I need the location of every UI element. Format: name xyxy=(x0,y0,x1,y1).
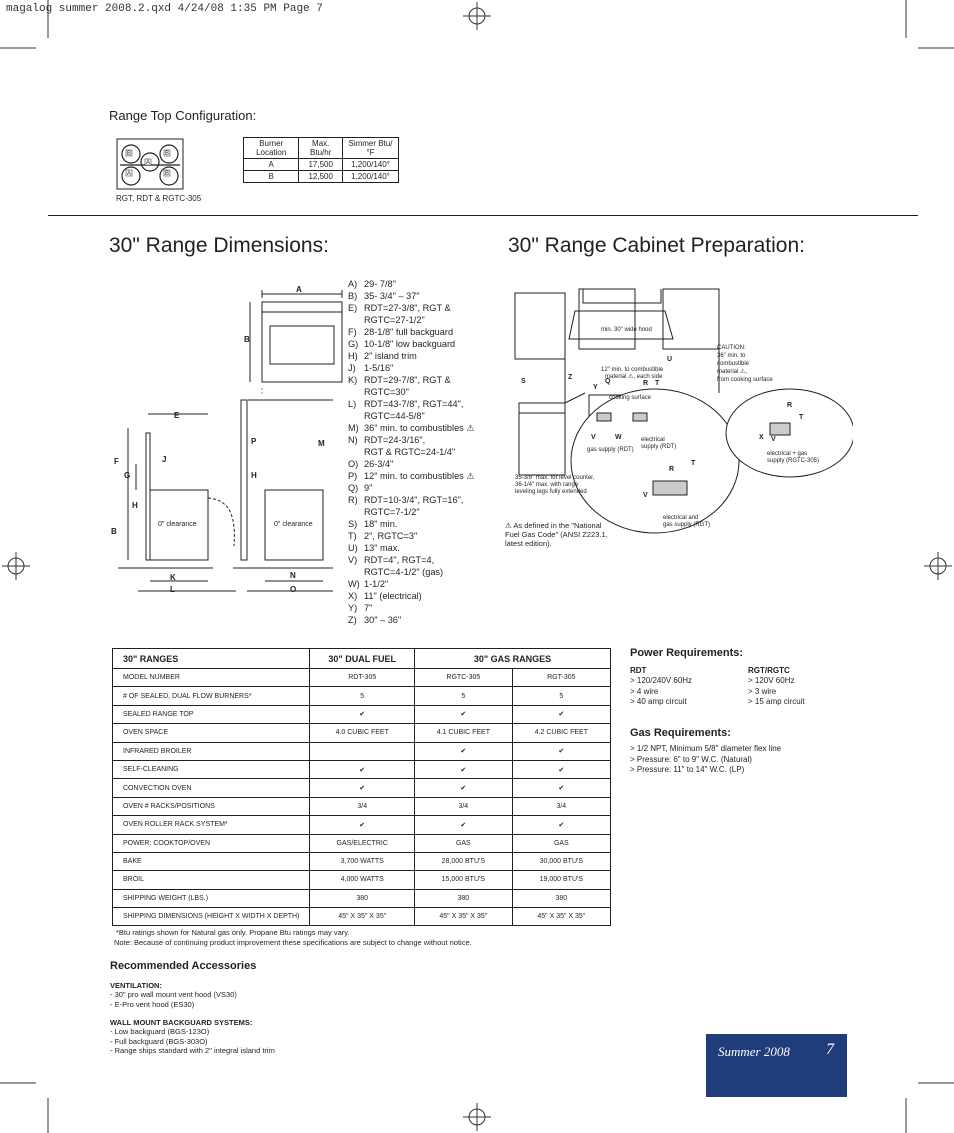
table-row xyxy=(113,724,611,742)
dimension-value: RGTC=4-1/2" (gas) xyxy=(364,567,444,577)
power-rgt-list xyxy=(748,676,805,708)
dimension-value: 29- 7/8" xyxy=(364,279,396,289)
spec-feature: BAKE xyxy=(113,852,310,870)
svg-text:T: T xyxy=(799,414,804,421)
dimension-key xyxy=(348,314,364,326)
svg-text:V: V xyxy=(591,434,596,441)
label-caution-5: from cooking surface xyxy=(717,377,773,383)
dimension-key: O) xyxy=(348,459,359,469)
svg-text:A: A xyxy=(127,171,132,177)
dim-label-e: E xyxy=(174,411,180,420)
table-row xyxy=(113,669,611,687)
table-row xyxy=(113,834,611,852)
spec-value: RGT-305 xyxy=(512,669,610,687)
accessory-item: - Low backguard (BGS-123O) xyxy=(110,1027,210,1036)
cabinet-title: 30" Range Cabinet Preparation: xyxy=(508,234,805,257)
power-item: > 120V 60Hz xyxy=(748,676,795,685)
svg-text:Q: Q xyxy=(605,378,611,385)
spec-feature: MODEL NUMBER xyxy=(113,669,310,687)
dimension-key: Z) xyxy=(348,615,357,625)
spec-value: 19,000 BTU'S xyxy=(512,871,610,889)
dim-label-h: H xyxy=(132,501,138,510)
table-row xyxy=(113,687,611,705)
spec-value: 4,000 WATTS xyxy=(310,871,415,889)
dimension-key: G) xyxy=(348,339,359,349)
table-row xyxy=(113,705,611,723)
spec-value: GAS/ELECTRIC xyxy=(310,834,415,852)
burner-header-max: Max. Btu/hr xyxy=(299,138,343,159)
table-row xyxy=(113,760,611,778)
label-elec-gas-rgt: electrical and xyxy=(663,515,699,521)
gas-title: Gas Requirements: xyxy=(630,727,731,739)
spec-value: 30,000 BTU'S xyxy=(512,852,610,870)
svg-text:U: U xyxy=(667,356,673,363)
dimension-item xyxy=(348,530,498,542)
dimension-item xyxy=(348,494,498,506)
label-level-2: 36-1/4" max. with range xyxy=(515,482,579,488)
spec-feature: SELF-CLEANING xyxy=(113,760,310,778)
dimension-value: 30" – 36" xyxy=(364,615,402,625)
dimension-key: L) xyxy=(348,399,357,409)
dimension-value: 1-1/2" xyxy=(364,579,389,589)
accessories-title: Recommended Accessories xyxy=(110,960,257,972)
power-item: > 120/240V 60Hz xyxy=(630,676,693,685)
dimension-key: B) xyxy=(348,291,358,301)
gas-item: > Pressure: 11" to 14" W.C. (LP) xyxy=(630,765,745,775)
spec-value: ✔ xyxy=(310,816,415,834)
dimension-key xyxy=(348,386,364,398)
table-row xyxy=(113,742,611,760)
svg-text:T: T xyxy=(691,460,696,467)
spec-value: 15,000 BTU'S xyxy=(415,871,513,889)
dimension-value: RDT=4", RGT=4, xyxy=(364,555,435,565)
power-title: Power Requirements: xyxy=(630,647,744,659)
spec-value: 4.0 CUBIC FEET xyxy=(310,724,415,742)
svg-text:B: B xyxy=(127,151,132,157)
spec-value: ✔ xyxy=(512,705,610,723)
spec-feature: SHIPPING DIMENSIONS (HEIGHT X WIDTH X DEPTH) xyxy=(113,908,310,926)
dimension-list xyxy=(348,278,498,626)
spec-value: GAS xyxy=(415,834,513,852)
label-level: 35-3/8" max. for level counter, xyxy=(515,475,595,481)
dimension-key: V) xyxy=(348,555,358,565)
spec-value: 5 xyxy=(415,687,513,705)
dimension-item xyxy=(348,482,498,494)
dim-label-a: A xyxy=(296,285,302,294)
gas-item: > 1/2 NPT, Minimum 5/8" diameter flex line xyxy=(630,744,782,753)
spec-header-dual-fuel: 30" DUAL FUEL xyxy=(310,649,415,669)
dimension-key: H) xyxy=(348,351,358,361)
dimension-value: RGTC=44-5/8" xyxy=(364,411,425,421)
dimension-key: E) xyxy=(348,303,358,313)
svg-text:B: B xyxy=(165,171,170,177)
spec-value: 3/4 xyxy=(415,797,513,815)
svg-text:Y: Y xyxy=(593,384,598,391)
label-caution: CAUTION: xyxy=(717,345,746,351)
dimension-item xyxy=(348,602,498,614)
power-item: > 4 wire xyxy=(630,686,659,696)
footnote-btu: *Btu ratings shown for Natural gas only. Propane Btu ratings may vary. xyxy=(116,928,350,937)
spec-value: ✔ xyxy=(512,816,610,834)
spec-value: 28,000 BTU'S xyxy=(415,852,513,870)
spec-value xyxy=(310,742,415,760)
gas-item: > Pressure: 6" to 9" W.C. (Natural) xyxy=(630,754,752,764)
spec-value: 45" X 35" X 35" xyxy=(310,908,415,926)
table-row xyxy=(113,852,611,870)
burner-cell: A xyxy=(244,159,299,171)
range-dimensions-diagram xyxy=(108,278,348,598)
spec-value: RGTC-305 xyxy=(415,669,513,687)
dimension-key: U) xyxy=(348,543,358,553)
page-footer xyxy=(706,1034,847,1097)
spec-feature: INFRARED BROILER xyxy=(113,742,310,760)
dimension-value: RGTC=30" xyxy=(364,387,409,397)
dimension-value: 13" max. xyxy=(364,543,400,553)
dimension-key: X) xyxy=(348,591,358,601)
svg-text:R: R xyxy=(643,380,649,387)
dimension-item xyxy=(348,278,498,290)
table-row xyxy=(113,816,611,834)
dimension-item xyxy=(348,386,498,398)
dimension-value: 2" island trim xyxy=(364,351,417,361)
dimension-item xyxy=(348,434,498,446)
dimension-value: 10-1/8" low backguard xyxy=(364,339,456,349)
dimension-key: T) xyxy=(348,531,357,541)
svg-text:W: W xyxy=(615,434,622,441)
table-row xyxy=(113,908,611,926)
dim-label-j: J xyxy=(162,455,167,464)
spec-value: GAS xyxy=(512,834,610,852)
label-twelve: 12" min. to combustible xyxy=(601,367,664,373)
spec-table xyxy=(112,648,611,926)
label-caution-4: material ⚠, xyxy=(717,369,748,375)
accessory-item: - Range ships standard with 2" integral island trim xyxy=(110,1046,275,1055)
dimension-item xyxy=(348,554,498,566)
backguard-list xyxy=(110,1027,275,1056)
spec-value: 3,700 WATTS xyxy=(310,852,415,870)
spec-value: ✔ xyxy=(415,742,513,760)
dimension-item xyxy=(348,578,498,590)
label-elec-rdt: electrical xyxy=(641,437,665,443)
spec-value: 45" X 35" X 35" xyxy=(512,908,610,926)
label-elec-gas-rgtc: electrical + gas xyxy=(767,451,808,457)
dimension-item xyxy=(348,338,498,350)
clearance-label-2: 0" clearance xyxy=(274,521,313,528)
dim-label-p: P xyxy=(251,437,257,446)
spec-value: ✔ xyxy=(415,779,513,797)
table-row xyxy=(113,797,611,815)
dimension-item xyxy=(348,374,498,386)
dimension-key: A) xyxy=(348,279,358,289)
accessory-item: - Full backguard (BGS-303O) xyxy=(110,1036,208,1046)
dimension-value: RDT=10-3/4", RGT=16", xyxy=(364,495,464,505)
dimension-key: R) xyxy=(348,495,358,505)
backguard-title: WALL MOUNT BACKGUARD SYSTEMS: xyxy=(110,1018,253,1027)
burner-header-simmer: Simmer Btu/°F xyxy=(343,138,399,159)
dimension-value: 2", RGTC=3" xyxy=(364,531,418,541)
dimension-key: J) xyxy=(348,363,356,373)
dimension-item xyxy=(348,410,498,422)
power-item: > 3 wire xyxy=(748,686,777,696)
power-rgt-title: RGT/RGTC xyxy=(748,666,790,675)
footer-season: Summer 2008 xyxy=(718,1044,790,1059)
dimension-item xyxy=(348,326,498,338)
label-caution-2: 36" min. to xyxy=(717,353,746,359)
dimension-key xyxy=(348,506,364,518)
spec-value: 5 xyxy=(512,687,610,705)
dimension-key: S) xyxy=(348,519,358,529)
svg-text:S: S xyxy=(521,378,526,385)
dimension-value: RDT=29-7/8", RGT & xyxy=(364,375,451,385)
dim-label-h2: H xyxy=(251,471,257,480)
label-elec-rdt-2: supply (RDT) xyxy=(641,444,677,450)
spec-value: 380 xyxy=(310,889,415,907)
dimension-value: 28-1/8" full backguard xyxy=(364,327,454,337)
burner-header-location: Burner Location xyxy=(244,138,299,159)
cabinet-prep-diagram xyxy=(505,283,853,551)
dimension-value: 1-5/16" xyxy=(364,363,394,373)
dim-label-f: F xyxy=(114,457,119,466)
svg-text:V: V xyxy=(643,492,648,499)
accessory-item: - 30" pro wall mount vent hood (VS30) xyxy=(110,990,237,999)
dim-label-g: G xyxy=(124,471,131,480)
dimension-item xyxy=(348,362,498,374)
dimension-value: RDT=24-3/16", xyxy=(364,435,426,445)
svg-text:Z: Z xyxy=(568,374,573,381)
dimension-item xyxy=(348,506,498,518)
spec-header-gas: 30" GAS RANGES xyxy=(415,649,611,669)
dimensions-title: 30" Range Dimensions: xyxy=(109,234,329,257)
dimension-item xyxy=(348,290,498,302)
spec-value: ✔ xyxy=(512,760,610,778)
spec-value: ✔ xyxy=(415,705,513,723)
dimension-key xyxy=(348,566,364,578)
spec-value: 3/4 xyxy=(310,797,415,815)
dimension-key: P) xyxy=(348,471,358,481)
table-row xyxy=(113,889,611,907)
svg-text:X: X xyxy=(759,434,764,441)
dim-label-m: M xyxy=(318,439,325,448)
spec-value: ✔ xyxy=(310,705,415,723)
label-elec-gas-rgt-2: gas supply (RGT) xyxy=(663,522,711,528)
spec-value: RDT-305 xyxy=(310,669,415,687)
table-row xyxy=(113,779,611,797)
dimension-item xyxy=(348,566,498,578)
dimension-item xyxy=(348,458,498,470)
dimension-item xyxy=(348,398,498,410)
dimension-item xyxy=(348,518,498,530)
burner-cell: 12,500 xyxy=(299,171,343,183)
svg-text:A: A xyxy=(146,160,151,166)
dimension-key xyxy=(348,410,364,422)
spec-feature: BROIL xyxy=(113,871,310,889)
dimension-value: 12" min. to combustibles ⚠ xyxy=(364,471,475,481)
ventilation-title: VENTILATION: xyxy=(110,981,162,990)
dimension-key: M) xyxy=(348,423,359,433)
spec-value: 4.1 CUBIC FEET xyxy=(415,724,513,742)
burner-cell: 1,200/140° xyxy=(343,171,399,183)
dimension-value: RDT=27-3/8", RGT & xyxy=(364,303,451,313)
burner-cell: 1,200/140° xyxy=(343,159,399,171)
spec-value: ✔ xyxy=(415,760,513,778)
label-caution-3: combustible xyxy=(717,361,750,367)
spec-value: 4.2 CUBIC FEET xyxy=(512,724,610,742)
dimension-item xyxy=(348,470,498,482)
label-cooking: cooking surface xyxy=(609,395,652,401)
spec-feature: CONVECTION OVEN xyxy=(113,779,310,797)
label-level-3: leveling legs fully extended xyxy=(515,489,587,495)
dimension-item xyxy=(348,542,498,554)
dimension-value: RDT=43-7/8", RGT=44", xyxy=(364,399,464,409)
page-number: 7 xyxy=(826,1041,834,1058)
spec-value: ✔ xyxy=(512,742,610,760)
range-top-caption: RGT, RDT & RGTC-305 xyxy=(116,194,202,203)
spec-feature: OVEN # RACKS/POSITIONS xyxy=(113,797,310,815)
dimension-value: RGTC=27-1/2" xyxy=(364,315,425,325)
table-row xyxy=(113,871,611,889)
label-twelve-2: material ⚠, each side xyxy=(605,374,663,380)
label-hood: min. 30" wide hood xyxy=(601,327,652,333)
spec-value: ✔ xyxy=(415,816,513,834)
spec-value: 380 xyxy=(415,889,513,907)
dimension-value: 18" min. xyxy=(364,519,398,529)
label-gas-rdt: gas supply (RDT) xyxy=(587,447,634,453)
spec-value: ✔ xyxy=(512,779,610,797)
spec-feature: SEALED RANGE TOP xyxy=(113,705,310,723)
dimension-value: 36" min. to combustibles ⚠ xyxy=(364,423,475,433)
dimension-value: 26-3/4" xyxy=(364,459,394,469)
svg-text:R: R xyxy=(787,402,793,409)
footnote-note: Note: Because of continuing product improvement these specifications are subject to change without notice. xyxy=(114,938,472,947)
gas-list xyxy=(630,744,781,776)
burner-cell: 17,500 xyxy=(299,159,343,171)
svg-text:R: R xyxy=(669,466,675,473)
spec-value: ✔ xyxy=(310,760,415,778)
dimension-item xyxy=(348,614,498,626)
spec-value: 45" X 35" X 35" xyxy=(415,908,513,926)
ansi-note: ⚠ As defined in the "National Fuel Gas Code" (ANSI Z223.1, latest edition). xyxy=(505,521,608,548)
dimension-key: W) xyxy=(348,579,360,589)
ventilation-list xyxy=(110,990,237,1009)
dimension-value: 9" xyxy=(364,483,373,493)
dim-label-o: O xyxy=(290,585,297,594)
spec-feature: SHIPPING WEIGHT (LBS.) xyxy=(113,889,310,907)
spec-header-ranges: 30" RANGES xyxy=(113,649,310,669)
dimension-item xyxy=(348,302,498,314)
section-divider xyxy=(48,215,918,216)
power-item: > 40 amp circuit xyxy=(630,697,687,707)
power-rdt-title: RDT xyxy=(630,666,647,675)
dimension-item xyxy=(348,446,498,458)
spec-value: ✔ xyxy=(310,779,415,797)
spec-value: 380 xyxy=(512,889,610,907)
clearance-label: 0" clearance xyxy=(158,521,197,528)
dimension-value: 35- 3/4" – 37" xyxy=(364,291,420,301)
label-elec-gas-rgtc-2: supply (RGTC-305) xyxy=(767,458,820,464)
spec-value: 5 xyxy=(310,687,415,705)
dim-label-b: B xyxy=(244,335,250,344)
burner-cell: B xyxy=(244,171,299,183)
spec-feature: POWER: COOKTOP/OVEN xyxy=(113,834,310,852)
dimension-key: Y) xyxy=(348,603,358,613)
svg-text:V: V xyxy=(771,436,776,443)
dim-label-l: L xyxy=(170,585,175,594)
range-top-diagram xyxy=(116,138,184,190)
spec-table-body xyxy=(113,669,611,926)
dimension-key xyxy=(348,446,364,458)
dimension-value: RGTC=7-1/2" xyxy=(364,507,420,517)
spec-feature: OVEN ROLLER RACK SYSTEM* xyxy=(113,816,310,834)
dimension-item xyxy=(348,350,498,362)
accessory-item: - E-Pro vent hood (ES30) xyxy=(110,999,195,1009)
file-slug: magalog summer 2008.2.qxd 4/24/08 1:35 PM Page 7 xyxy=(6,3,323,15)
svg-text:B: B xyxy=(165,151,170,157)
dimension-key: N) xyxy=(348,435,358,445)
dimension-value: RGT & RGTC=24-1/4" xyxy=(364,447,456,457)
dimension-key: Q) xyxy=(348,483,359,493)
power-rdt-list xyxy=(630,676,692,708)
power-item: > 15 amp circuit xyxy=(748,697,805,707)
dimension-item xyxy=(348,590,498,602)
spec-feature: # OF SEALED, DUAL FLOW BURNERS* xyxy=(113,687,310,705)
dim-label-b2: B xyxy=(111,527,117,536)
range-top-title: Range Top Configuration: xyxy=(109,108,257,123)
dimension-item xyxy=(348,422,498,434)
dimension-item xyxy=(348,314,498,326)
spec-feature: OVEN SPACE xyxy=(113,724,310,742)
burner-table xyxy=(243,137,399,183)
dimension-value: 7" xyxy=(364,603,373,613)
svg-text:T: T xyxy=(655,380,660,387)
dim-label-k: K xyxy=(170,573,176,582)
dimension-key: K) xyxy=(348,375,358,385)
spec-value: 3/4 xyxy=(512,797,610,815)
dimension-value: 11" (electrical) xyxy=(364,591,422,601)
dimension-key: F) xyxy=(348,327,357,337)
dim-label-n: N xyxy=(290,571,296,580)
